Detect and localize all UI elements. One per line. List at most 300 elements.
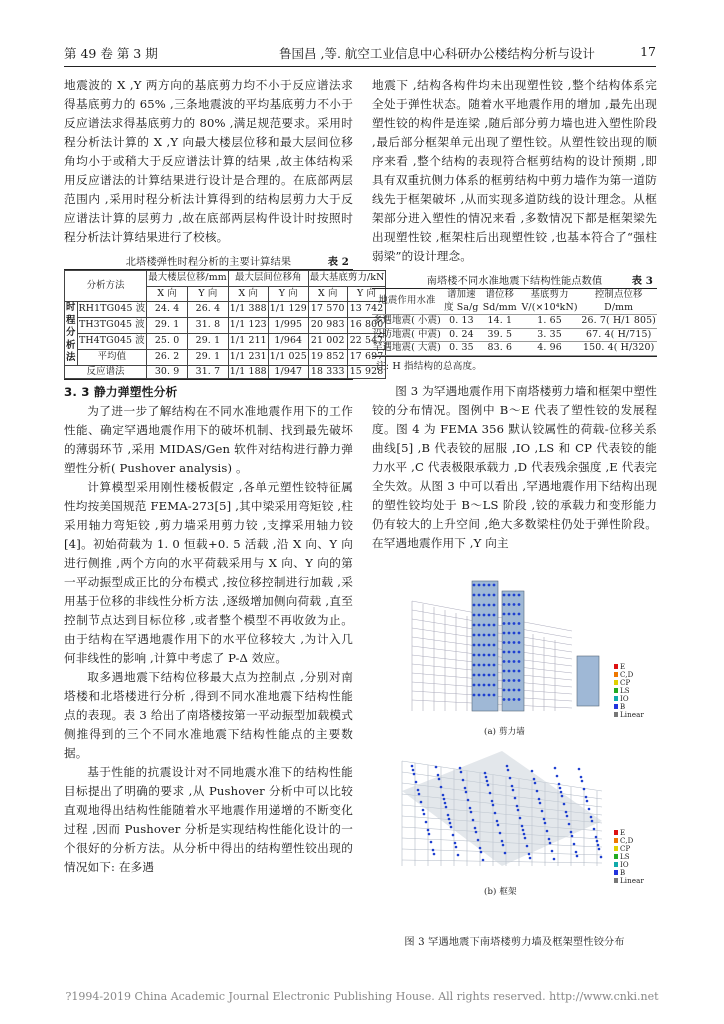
legend-swatch xyxy=(614,712,618,717)
hinge-dot xyxy=(488,673,491,676)
hinge-dot xyxy=(420,800,423,803)
hinge-dot xyxy=(578,767,581,770)
table-cell: 15 928 xyxy=(347,365,386,379)
hinge-dot xyxy=(417,788,420,791)
hinge-dot xyxy=(488,593,491,596)
hinge-dot xyxy=(494,811,497,814)
table-cell: 1/1 211 xyxy=(228,333,268,349)
hinge-dot xyxy=(518,688,521,691)
hinge-dot xyxy=(440,785,443,788)
legend-swatch xyxy=(614,854,618,859)
hinge-dot xyxy=(508,612,511,615)
table-cell: 1/1 388 xyxy=(228,302,268,318)
hinge-dot xyxy=(465,790,468,793)
hinge-dot xyxy=(570,830,573,833)
table-header-cell: 基底剪力 V/(×10⁴kN) xyxy=(519,289,581,315)
hinge-dot xyxy=(483,643,486,646)
hinge-dot xyxy=(473,613,476,616)
table-header-row xyxy=(372,289,657,315)
table-cell: TH4TG045 波 xyxy=(77,333,147,349)
legend-entry: B xyxy=(620,702,626,711)
legend-entry: CP xyxy=(620,678,631,687)
hinge-dot xyxy=(544,821,547,824)
shear-wall xyxy=(577,656,599,706)
hinge-dot xyxy=(533,777,536,780)
hinge-dot xyxy=(513,688,516,691)
hinge-dot xyxy=(503,622,506,625)
hinge-dot xyxy=(507,768,510,771)
table-cell: 83. 6 xyxy=(481,342,519,356)
hinge-dot xyxy=(486,779,489,782)
table-cell: 26. 4 xyxy=(188,302,229,318)
hinge-dot xyxy=(503,631,506,634)
copyright-footer: ?1994-2019 China Academic Journal Electronic Publishing House. All rights reserved. http://www.cnki.net xyxy=(65,990,659,1003)
table2-header-x: X 向 xyxy=(228,286,268,302)
table-cell: RH1TG045 波 xyxy=(77,302,147,318)
table-cell: 29. 1 xyxy=(188,333,229,349)
table-cell: 31. 7 xyxy=(188,365,229,379)
hinge-dot xyxy=(493,683,496,686)
hinge-dot xyxy=(493,583,496,586)
hinge-dot xyxy=(524,836,527,839)
hinge-dot xyxy=(568,822,571,825)
hinge-dot xyxy=(513,622,516,625)
hinge-dot xyxy=(462,778,465,781)
hinge-dot xyxy=(477,838,480,841)
table-cell: 19 852 xyxy=(308,349,347,365)
paragraph: 基于性能的抗震设计对不同地震水准下的结构性能目标提出了明确的要求 ,从 Pushover 分析中可以比较直观地得出结构性能随着水平地震作用递增的不断变化过程 ,因而 Pushover 分析是实现结构性能化设计的一个很好的分析方法。从分析中得出的结构塑性铰出现的情况如下: 在多遇 xyxy=(64,765,353,874)
hinge-dot xyxy=(588,807,591,810)
hinge-dot xyxy=(503,688,506,691)
hinge-dot xyxy=(483,603,486,606)
hinge-dot xyxy=(538,797,541,800)
header-rule xyxy=(64,66,656,67)
table-cell: 1/1 231 xyxy=(228,349,268,365)
hinge-dot xyxy=(460,770,463,773)
hinge-dot xyxy=(473,583,476,586)
hinge-dot xyxy=(503,669,506,672)
hinge-dot xyxy=(489,791,492,794)
hinge-dot xyxy=(575,850,578,853)
right-column xyxy=(372,76,657,952)
hinge-dot xyxy=(517,808,520,811)
table3-caption xyxy=(372,272,657,288)
table-cell: 1/1 123 xyxy=(228,317,268,333)
hinge-dot xyxy=(438,777,441,780)
hinge-dot xyxy=(488,613,491,616)
hinge-dot xyxy=(435,765,438,768)
table-row xyxy=(372,328,657,342)
frame-model xyxy=(402,751,602,866)
hinge-dot xyxy=(596,839,599,842)
table-cell: 1/995 xyxy=(268,317,308,333)
hinge-dot xyxy=(473,643,476,646)
table-cell: 26. 7( H/1 805) xyxy=(581,315,656,326)
hinge-dot xyxy=(508,688,511,691)
table2-group-label: 时程分析法 xyxy=(66,302,76,363)
hinge-dot xyxy=(548,837,551,840)
table2-header-drift: 最大层间位移角 xyxy=(228,271,308,287)
legend-entry: LS xyxy=(620,852,630,861)
hinge-dot xyxy=(551,849,554,852)
hinge-dot xyxy=(484,771,487,774)
hinge-dot xyxy=(503,603,506,606)
hinge-dot xyxy=(483,583,486,586)
figure3-caption: 图 3 罕遇地震下南塔楼剪力墙及框架塑性铰分布 xyxy=(404,936,625,948)
table-cell: 24. 4 xyxy=(147,302,188,318)
table-cell: 罕遇地震( 大震) xyxy=(373,342,441,353)
hinge-dot xyxy=(483,693,486,696)
table-row xyxy=(65,317,386,333)
table2-number: 表 2 xyxy=(327,256,349,268)
table-row xyxy=(372,342,657,356)
hinge-dot xyxy=(473,653,476,656)
hinge-dot xyxy=(503,641,506,644)
subfigure-b-label: (b) 框架 xyxy=(484,886,517,897)
table-header-cell: 地震作用水准 xyxy=(372,289,442,315)
hinge-dot xyxy=(508,698,511,701)
hinge-dot xyxy=(473,603,476,606)
legend-entry: LS xyxy=(620,686,630,695)
table-cell: 17 570 xyxy=(308,302,347,318)
hinge-dot xyxy=(478,683,481,686)
hinge-dot xyxy=(559,786,562,789)
hinge-dot xyxy=(541,809,544,812)
hinge-dot xyxy=(491,799,494,802)
legend-entry: IO xyxy=(620,860,629,869)
table-cell: 1/964 xyxy=(268,333,308,349)
table2 xyxy=(64,269,385,380)
hinge-dot xyxy=(508,593,511,596)
hinge-dot xyxy=(478,673,481,676)
legend-entry: IO xyxy=(620,694,629,703)
legend-b xyxy=(620,829,644,885)
table-cell: 20 983 xyxy=(308,317,347,333)
hinge-dot xyxy=(597,843,600,846)
hinge-dot xyxy=(478,593,481,596)
hinge-dot xyxy=(503,612,506,615)
hinge-dot xyxy=(422,808,425,811)
hinge-dot xyxy=(513,631,516,634)
hinge-dot xyxy=(478,613,481,616)
journal-volume: 第 49 卷 第 3 期 xyxy=(64,46,158,61)
shear-wall xyxy=(502,591,524,711)
hinge-dot xyxy=(508,679,511,682)
hinge-dot xyxy=(472,818,475,821)
hinge-dot xyxy=(478,643,481,646)
hinge-dot xyxy=(518,698,521,701)
hinge-dot xyxy=(504,851,507,854)
hinge-dot xyxy=(518,641,521,644)
hinge-dot xyxy=(561,794,564,797)
hinge-dot xyxy=(501,839,504,842)
hinge-dot xyxy=(508,650,511,653)
table-cell: 0. 13 xyxy=(442,315,481,329)
page-number: 17 xyxy=(640,44,656,59)
hinge-dot xyxy=(506,764,509,767)
hinge-dot xyxy=(488,663,491,666)
hinge-dot xyxy=(571,834,574,837)
hinge-dot xyxy=(478,693,481,696)
hinge-dot xyxy=(518,679,521,682)
hinge-dot xyxy=(508,622,511,625)
hinge-dot xyxy=(459,766,462,769)
hinge-dot xyxy=(450,825,453,828)
article-title-running: 鲁国昌 ,等. 航空工业信息中心科研办公楼结构分析与设计 xyxy=(279,46,595,61)
hinge-dot xyxy=(514,796,517,799)
hinge-dot xyxy=(447,813,450,816)
legend-swatch xyxy=(614,680,618,685)
hinge-dot xyxy=(593,827,596,830)
hinge-dot xyxy=(415,780,418,783)
table3 xyxy=(372,288,657,357)
hinge-dot xyxy=(560,790,563,793)
hinge-dot xyxy=(600,855,603,858)
table-cell: 4. 96 xyxy=(519,342,581,356)
hinge-dot xyxy=(478,603,481,606)
hinge-dot xyxy=(493,663,496,666)
hinge-dot xyxy=(503,593,506,596)
hinge-dot xyxy=(488,683,491,686)
hinge-dot xyxy=(449,821,452,824)
hinge-dot xyxy=(442,793,445,796)
hinge-dot xyxy=(549,841,552,844)
hinge-dot xyxy=(428,832,431,835)
table-row xyxy=(65,333,386,349)
table2-title: 北塔楼弹性时程分析的主要计算结果 xyxy=(125,257,292,268)
hinge-dot xyxy=(518,603,521,606)
hinge-dot xyxy=(536,789,539,792)
hinge-dot xyxy=(518,650,521,653)
table-cell: 0. 35 xyxy=(442,342,481,356)
hinge-dot xyxy=(566,814,569,817)
hinge-dot xyxy=(513,641,516,644)
table-cell: 17 697 xyxy=(347,349,386,365)
hinge-dot xyxy=(473,633,476,636)
hinge-dot xyxy=(518,593,521,596)
hinge-dot xyxy=(479,846,482,849)
hinge-dot xyxy=(478,633,481,636)
table-cell: 39. 5 xyxy=(481,328,519,342)
hinge-dot xyxy=(511,784,514,787)
hinge-dot xyxy=(488,623,491,626)
hinge-dot xyxy=(556,774,559,777)
hinge-dot xyxy=(469,806,472,809)
table-cell: 反应谱法 xyxy=(65,365,147,379)
hinge-dot xyxy=(518,622,521,625)
legend-swatch xyxy=(614,846,618,851)
table-row xyxy=(65,349,386,365)
hinge-dot xyxy=(432,848,435,851)
table2-header-shear: 最大基底剪力/kN xyxy=(308,271,386,287)
legend-entry: E xyxy=(620,662,626,671)
legend-swatch xyxy=(614,838,618,843)
legend-swatch xyxy=(614,696,618,701)
table-cell: 29. 1 xyxy=(147,317,188,333)
table3-title: 南塔楼不同水准地震下结构性能点数值 xyxy=(426,276,603,287)
hinge-dot xyxy=(478,663,481,666)
hinge-dot xyxy=(591,819,594,822)
hinge-dot xyxy=(444,801,447,804)
table-cell: 21 002 xyxy=(308,333,347,349)
hinge-dot xyxy=(483,593,486,596)
hinge-dot xyxy=(448,817,451,820)
legend-a xyxy=(620,663,644,719)
hinge-dot xyxy=(509,776,512,779)
hinge-dot xyxy=(454,841,457,844)
running-header xyxy=(64,44,656,62)
table-row xyxy=(372,315,657,329)
table-header-cell: 谱加速度 Sa/g xyxy=(442,289,481,315)
hinge-dot xyxy=(483,633,486,636)
hinge-dot xyxy=(519,816,522,819)
hinge-dot xyxy=(583,787,586,790)
hinge-dot xyxy=(437,773,440,776)
hinge-dot xyxy=(573,842,576,845)
table-cell: 13 742 xyxy=(347,302,386,318)
table-row xyxy=(65,365,386,379)
hinge-dot xyxy=(513,669,516,672)
hinge-dot xyxy=(496,819,499,822)
table2-header-x: X 向 xyxy=(308,286,347,302)
hinge-dot xyxy=(563,802,566,805)
hinge-dot xyxy=(473,623,476,626)
hinge-dot xyxy=(487,783,490,786)
hinge-dot xyxy=(499,831,502,834)
hinge-dot xyxy=(483,673,486,676)
table-cell: 14. 1 xyxy=(481,315,519,329)
hinge-dot xyxy=(473,693,476,696)
hinge-dot xyxy=(516,804,519,807)
hinge-dot xyxy=(443,797,446,800)
hinge-dot xyxy=(523,832,526,835)
table-cell: 1/947 xyxy=(268,365,308,379)
left-column xyxy=(64,76,385,877)
hinge-dot xyxy=(508,603,511,606)
hinge-dot xyxy=(418,792,421,795)
table3-note: 注: H 指结构的总高度。 xyxy=(376,360,482,372)
hinge-dot xyxy=(518,612,521,615)
hinge-dot xyxy=(590,815,593,818)
table2-header-x: X 向 xyxy=(147,286,188,302)
table-header-cell: 控制点位移 D/mm xyxy=(580,289,657,315)
hinge-dot xyxy=(513,660,516,663)
legend-entry: CP xyxy=(620,844,631,853)
hinge-dot xyxy=(478,623,481,626)
hinge-dot xyxy=(531,769,534,772)
hinge-dot xyxy=(526,844,529,847)
hinge-dot xyxy=(445,805,448,808)
legend-swatch xyxy=(614,878,618,883)
hinge-dot xyxy=(488,633,491,636)
hinge-dot xyxy=(427,828,430,831)
table-cell: 22 547 xyxy=(347,333,386,349)
figure3 xyxy=(372,561,657,929)
hinge-dot xyxy=(457,853,460,856)
table-cell: 31. 8 xyxy=(188,317,229,333)
legend-swatch xyxy=(614,704,618,709)
hinge-dot xyxy=(503,660,506,663)
hinge-dot xyxy=(482,858,485,861)
hinge-dot xyxy=(508,669,511,672)
slab xyxy=(402,751,602,866)
hinge-dot xyxy=(480,850,483,853)
hinge-dot xyxy=(473,673,476,676)
hinge-dot xyxy=(483,653,486,656)
legend-entry: Linear xyxy=(620,710,644,719)
hinge-dot xyxy=(425,820,428,823)
hinge-dot xyxy=(493,593,496,596)
hinge-dot xyxy=(464,786,467,789)
table2-header-disp: 最大楼层位移/mm xyxy=(147,271,229,287)
hinge-dot xyxy=(586,799,589,802)
hinge-dot xyxy=(502,843,505,846)
legend-entry: Linear xyxy=(620,876,644,885)
hinge-dot xyxy=(488,693,491,696)
hinge-dot xyxy=(513,650,516,653)
paragraph: 地震波的 X ,Y 两方向的基底剪力均不小于反应谱法求得基底剪力的 65% ,三条地震波的平均基底剪力不小于反应谱法求得基底剪力的 80% ,满足规范要求。采用时程分析法计算的 X ,Y 向最大楼层位移和最大层间位移角均小于或稍大于反应谱法计算的结果 ,故主体结构采用反应谱法的计算结果进行设计是合理的。在底部两层范围内 ,采用时程分析法计算得到的结构层剪力大于反应谱法计算的层剪力 ,故在底部两层构件设计时按照时程分析法计算结果进行了校核。 xyxy=(64,78,353,244)
hinge-dot xyxy=(430,840,433,843)
table-cell: 18 333 xyxy=(308,365,347,379)
table-cell: 设防地震( 中震) xyxy=(373,328,441,340)
hinge-dot xyxy=(521,824,524,827)
hinge-dot xyxy=(508,660,511,663)
hinge-dot xyxy=(475,830,478,833)
table-cell: 1/1 129 xyxy=(268,302,308,318)
hinge-dot xyxy=(473,593,476,596)
table-cell: 平均值 xyxy=(77,349,147,365)
table-cell: 29. 1 xyxy=(188,349,229,365)
hinge-dot xyxy=(546,829,549,832)
hinge-dot xyxy=(485,775,488,778)
table2-header-method: 分析方法 xyxy=(65,271,147,302)
hinge-dot xyxy=(493,613,496,616)
hinge-dot xyxy=(522,828,525,831)
hinge-dot xyxy=(483,623,486,626)
hinge-dot xyxy=(455,845,458,848)
legend-swatch xyxy=(614,870,618,875)
table-cell: 3. 35 xyxy=(519,328,581,342)
hinge-dot xyxy=(585,795,588,798)
hinge-dot xyxy=(413,772,416,775)
table-cell: TH3TG045 波 xyxy=(77,317,147,333)
hinge-dot xyxy=(497,823,500,826)
table-cell: 16 800 xyxy=(347,317,386,333)
table2-header-y: Y 向 xyxy=(347,286,386,302)
hinge-dot xyxy=(518,669,521,672)
hinge-dot xyxy=(528,852,531,855)
paragraph: 取多遇地震下结构位移最大点为控制点 ,分别对南塔楼和北塔楼进行分析 ,得到不同水准地震下结构性能点的表现。表 3 给出了南塔楼按第一平动振型加载模式侧推得到的三个不同水准地震下结构性能点的主要数据。 xyxy=(64,670,353,760)
hinge-dot xyxy=(598,847,601,850)
hinge-dot xyxy=(580,775,583,778)
hinge-dot xyxy=(411,764,414,767)
paragraph: 地震下 ,结构各构件均未出现塑性铰 ,整个结构体系完全处于弹性状态。随着水平地震作用的增加 ,最先出现塑性铰的构件是连梁 ,随后部分剪力墙也进入塑性阶段 ,最后部分框架单元出现了塑性铰。从塑性铰出现的顺序来看 ,整个结构的表现符合框剪结构的设计预期 ,即具有双重抗侧力体系的框剪结构中剪力墙作为第一道防线先于框架破坏 ,从而实现多道防线的设计理念。从框架部分进入塑性的情况来看 ,多数情况下都是框架梁先出现塑性铰 ,框架柱后出现塑性铰 ,也基本符合了“强柱弱梁”的设计理念。 xyxy=(372,78,657,263)
table-cell: 30. 9 xyxy=(147,365,188,379)
legend-swatch xyxy=(614,830,618,835)
hinge-dot xyxy=(452,833,455,836)
hinge-dot xyxy=(553,857,556,860)
hinge-dot xyxy=(518,631,521,634)
hinge-dot xyxy=(423,812,426,815)
hinge-dot xyxy=(493,693,496,696)
hinge-dot xyxy=(513,603,516,606)
legend-swatch xyxy=(614,862,618,867)
hinge-dot xyxy=(565,810,568,813)
table-cell: 1. 65 xyxy=(519,315,581,329)
paragraph: 计算模型采用刚性楼板假定 ,各单元塑性铰特征属性均按美国规范 FEMA-273[5] ,其中梁采用弯矩铰 ,柱采用轴力弯矩铰 ,剪力墙采用剪力铰 ,支撑采用轴力铰[4]。初始荷载为 1. 0 恒载+0. 5 活载 ,沿 X 向、Y 向进行侧推 ,两个方向的水平荷载采用与 X 向、Y 向的第一平动振型成正比的分布模式 ,按位移控制进行加载 ,采用基于位移的非线性分析方法 ,逐级增加侧向荷载 ,直至控制节点达到目标位移 ,或者整个模型不再收敛为止。由于结构在罕遇地震作用下的水平位移较大 ,为计入几何非线性的影响 ,计算中考虑了 P-Δ 效应。 xyxy=(64,480,353,665)
hinge-dot xyxy=(470,810,473,813)
hinge-dot xyxy=(581,779,584,782)
